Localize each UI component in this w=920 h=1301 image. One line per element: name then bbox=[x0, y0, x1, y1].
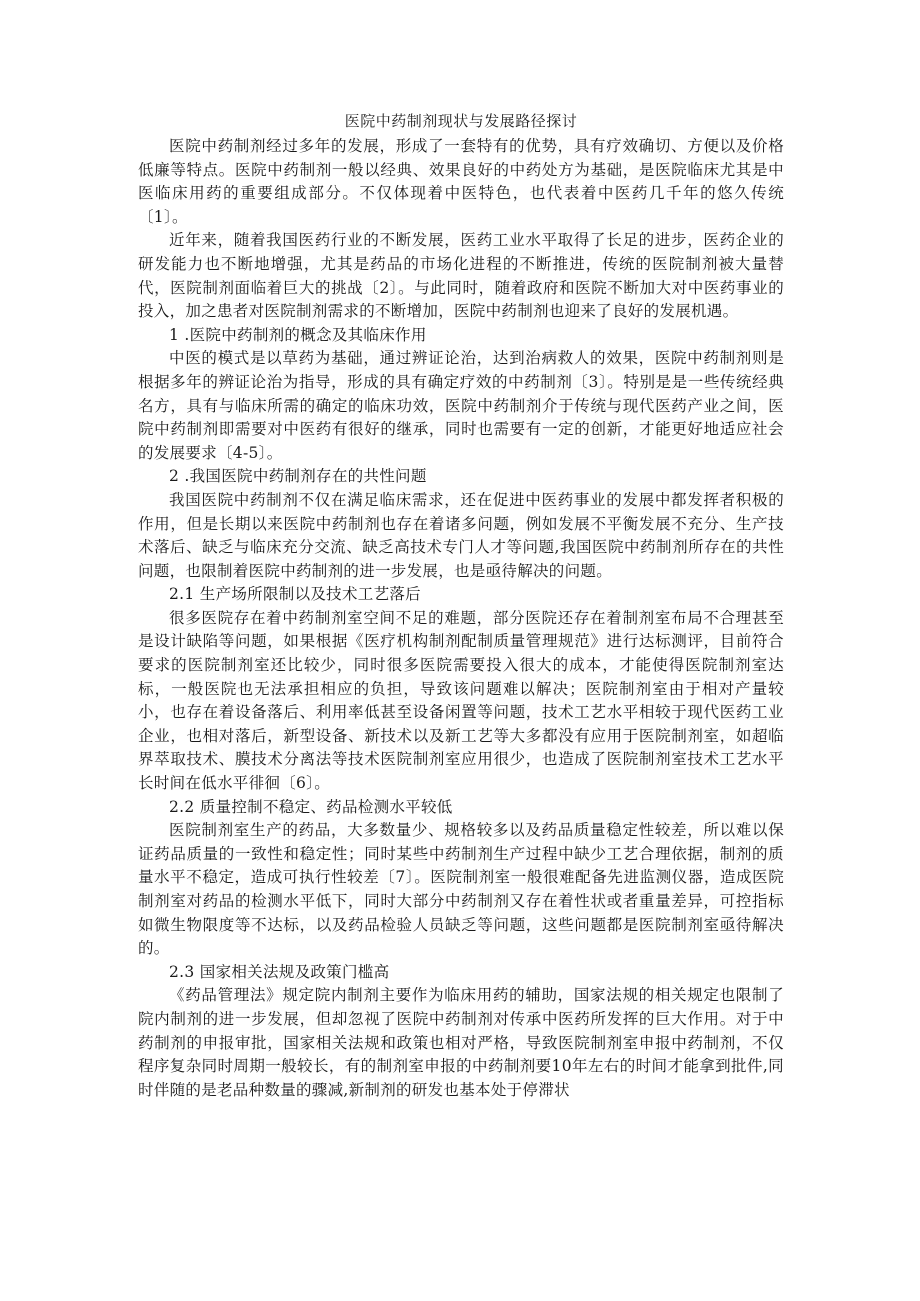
subsection-heading-2-1: 2.1 生产场所限制以及技术工艺落后 bbox=[169, 585, 421, 604]
paragraph-subsection-2-3: 《药品管理法》规定院内制剂主要作为临床用药的辅助，国家法规的相关规定也限制了院内制剂的进一步发展，但却忽视了医院中药制剂对传承中医药所发挥的巨大作用。对于中药制剂的申报审批，国家相关法规和政策也相对严格，导致医院制剂室申报中药制剂，不仅程序复杂同时周期一般较长，有的制剂室申报的中药制剂要10年左右的时间才能拿到批件,同时伴随的是老品种数量的骤减,新制剂的研发也基本处于停滞状 bbox=[138, 986, 784, 1099]
section-heading-1: 1 .医院中药制剂的概念及其临床作用 bbox=[169, 325, 427, 344]
subsection-heading-2-2: 2.2 质量控制不稳定、药品检测水平较低 bbox=[169, 797, 453, 816]
paragraph-intro: 医院中药制剂经过多年的发展，形成了一套特有的优势，具有疗效确切、方便以及价格低廉等特点。医院中药制剂一般以经典、效果良好的中药处方为基础，是医院临床尤其是中医临床用药的重要组成部分。不仅体现着中医特色，也代表着中医药几千年的悠久传统〔1〕。 bbox=[138, 137, 784, 226]
section-heading-2: 2 .我国医院中药制剂存在的共性问题 bbox=[169, 467, 427, 486]
subsection-heading-2-3: 2.3 国家相关法规及政策门槛高 bbox=[169, 962, 390, 981]
paragraph-section-2: 我国医院中药制剂不仅在满足临床需求，还在促进中医药事业的发展中都发挥者积极的作用，但是长期以来医院中药制剂也存在着诸多问题，例如发展不平衡发展不充分、生产技术落后、缺乏与临床充分交流、缺乏高技术专门人才等问题,我国医院中药制剂所存在的共性问题，也限制着医院中药制剂的进一步发展，也是亟待解决的问题。 bbox=[138, 490, 784, 580]
paragraph-section-1: 中医的模式是以草药为基础，通过辨证论治，达到治病救人的效果，医院中药制剂则是根据多年的辨证论治为指导，形成的具有确定疗效的中药制剂〔3〕。特别是是一些传统经典名方，具有与临床所需的确定的临床功效，医院中药制剂介于传统与现代医药产业之间，医院中药制剂即需要对中医药有很好的继承，同时也需要有一定的创新，才能更好地适应社会的发展要求〔4-5〕。 bbox=[138, 349, 784, 462]
paragraph-subsection-2-2: 医院制剂室生产的药品，大多数量少、规格较多以及药品质量稳定性较差，所以难以保证药品质量的一致性和稳定性；同时某些中药制剂生产过程中缺少工艺合理依据，制剂的质量水平不稳定，造成可执行性较差〔7〕。医院制剂室一般很难配备先进监测仪器，造成医院制剂室对药品的检测水平低下，同时大部分中药制剂又存在着性状或者重量差异，可控指标如微生物限度等不达标，以及药品检验人员缺乏等问题，这些问题都是医院制剂室亟待解决的。 bbox=[138, 821, 784, 958]
paragraph-background: 近年来，随着我国医药行业的不断发展，医药工业水平取得了长足的进步，医药企业的研发能力也不断地增强，尤其是药品的市场化进程的不断推进，传统的医院制剂被大量替代，医院制剂面临着巨大的挑战〔2〕。与此同时，随着政府和医院不断加大对中医药事业的投入，加之患者对医院制剂需求的不断增加，医院中药制剂也迎来了良好的发展机遇。 bbox=[138, 231, 784, 321]
document-title: 医院中药制剂现状与发展路径探讨 bbox=[344, 112, 578, 130]
paragraph-subsection-2-1: 很多医院存在着中药制剂室空间不足的难题，部分医院还存在着制剂室布局不合理甚至是设计缺陷等问题，如果根据《医疗机构制剂配制质量管理规范》进行达标测评，目前符合要求的医院制剂室还比较少，同时很多医院需要投入很大的成本，才能使得医院制剂室达标，一般医院也无法承担相应的负担，导致该问题难以解决；医院制剂室由于相对产量较小，也存在着设备落后、利用率低甚至设备闲置等问题，技术工艺水平相较于现代医药工业企业，也相对落后，新型设备、新技术以及新工艺等大多都没有应用于医院制剂室，如超临界萃取技术、膜技术分离法等技术医院制剂室应用很少，也造成了医院制剂室技术工艺水平长时间在低水平徘徊〔6〕。 bbox=[138, 608, 784, 793]
document-page bbox=[138, 104, 784, 1102]
